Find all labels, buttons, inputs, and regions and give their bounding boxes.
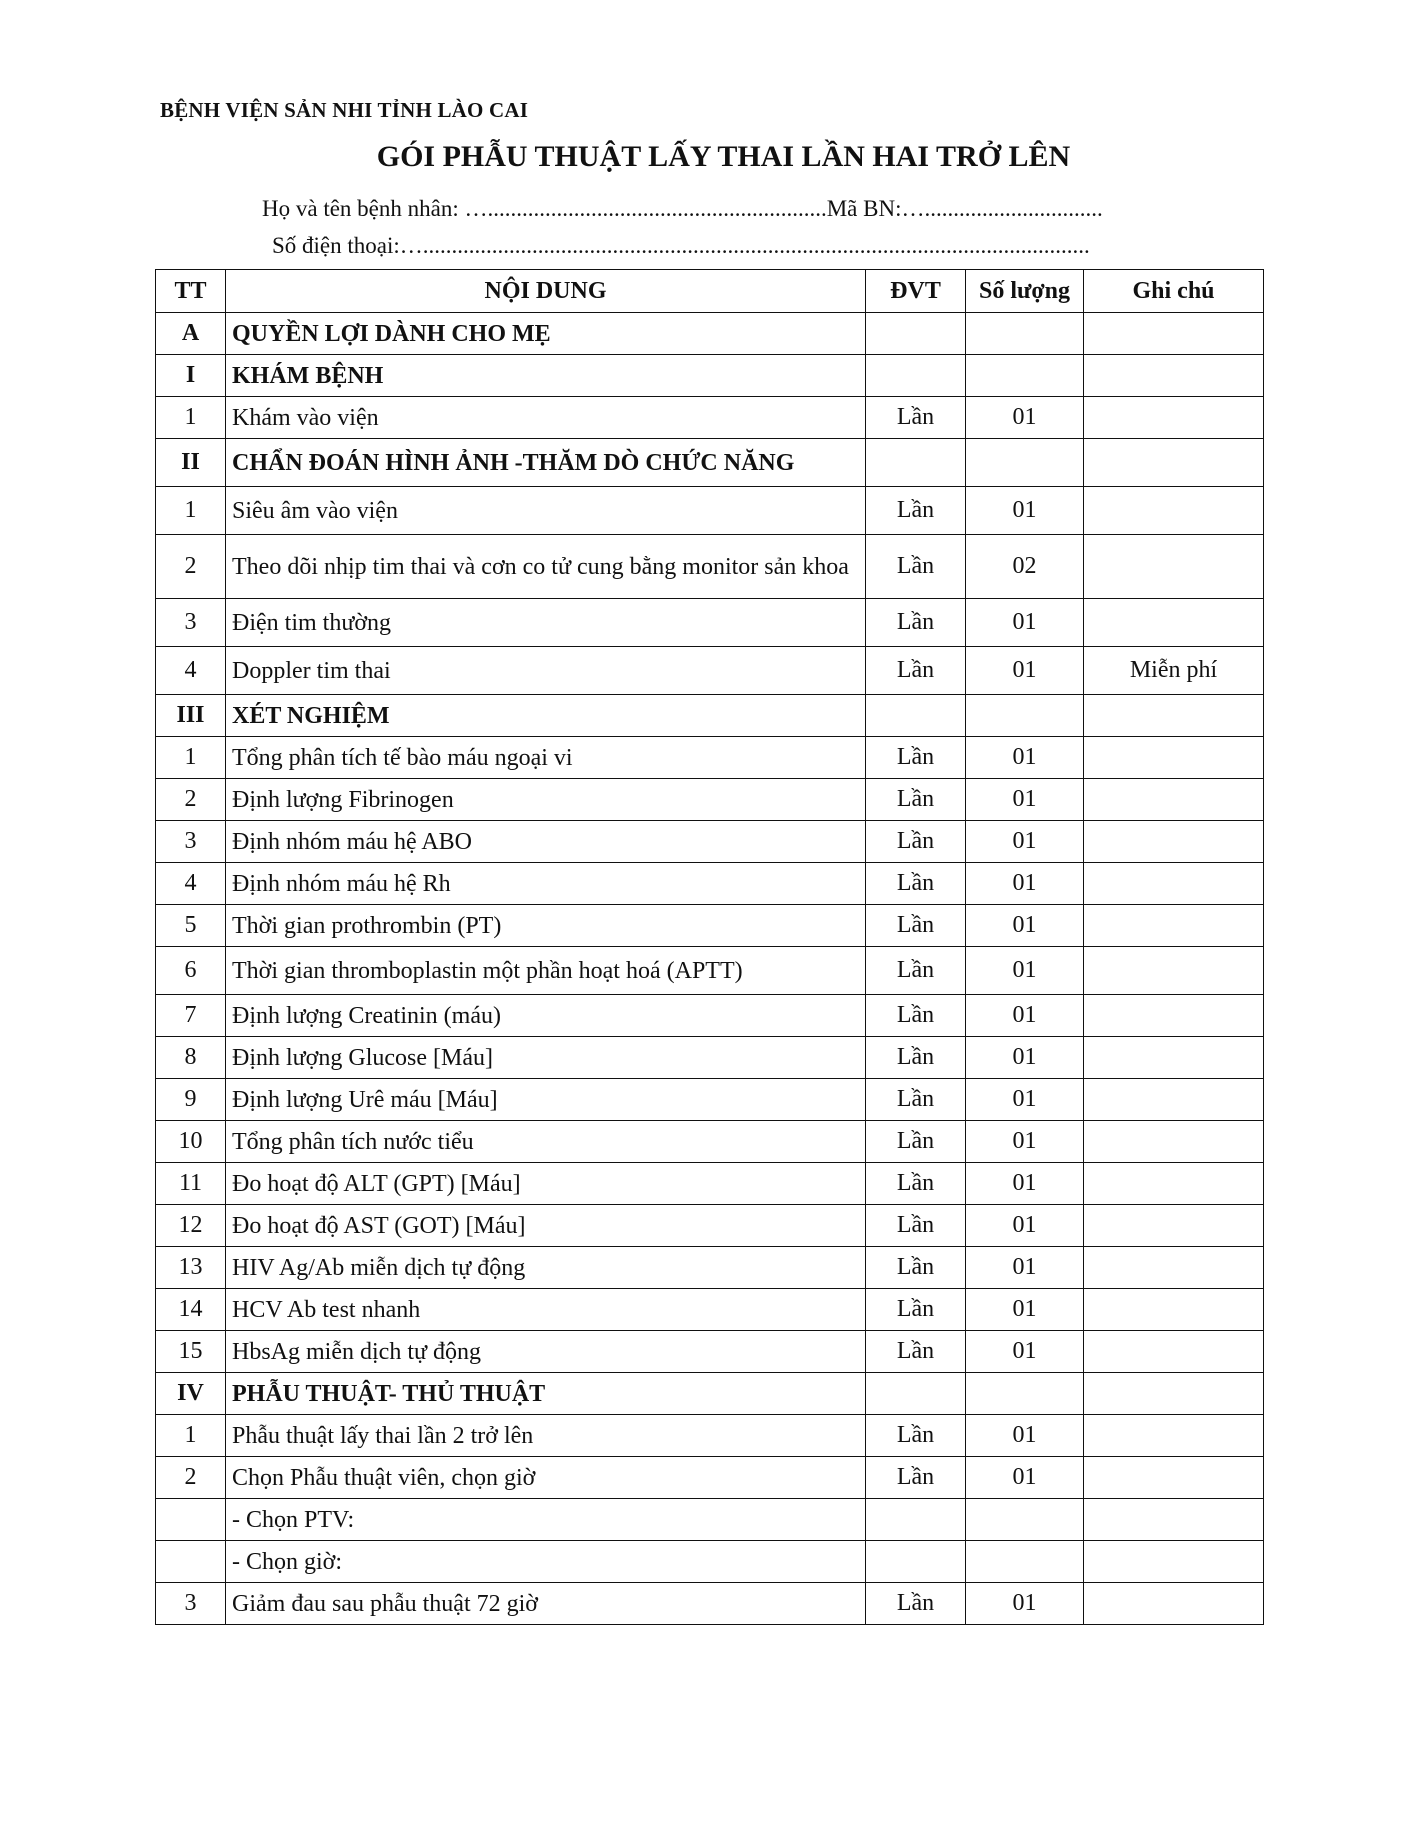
cell-qty: 01 (966, 1457, 1084, 1499)
table-row (156, 487, 1264, 535)
cell-content: Chọn Phẫu thuật viên, chọn giờ (226, 1457, 866, 1499)
patient-name-label: Họ và tên bệnh nhân: (262, 196, 459, 221)
cell-unit (866, 355, 966, 397)
table-row (156, 905, 1264, 947)
cell-qty: 01 (966, 1205, 1084, 1247)
cell-unit: Lần (866, 821, 966, 863)
cell-tt: 8 (156, 1037, 226, 1079)
cell-qty: 01 (966, 1121, 1084, 1163)
table-row (156, 1541, 1264, 1583)
cell-note (1084, 397, 1264, 439)
cell-qty: 01 (966, 995, 1084, 1037)
cell-content: Tổng phân tích tế bào máu ngoại vi (226, 737, 866, 779)
cell-unit: Lần (866, 1331, 966, 1373)
cell-unit: Lần (866, 1163, 966, 1205)
cell-content: Định lượng Fibrinogen (226, 779, 866, 821)
cell-qty (966, 695, 1084, 737)
cell-unit: Lần (866, 737, 966, 779)
cell-tt: 3 (156, 1583, 226, 1625)
cell-content: Đo hoạt độ AST (GOT) [Máu] (226, 1205, 866, 1247)
table-row (156, 599, 1264, 647)
cell-note (1084, 905, 1264, 947)
cell-note (1084, 487, 1264, 535)
cell-unit: Lần (866, 599, 966, 647)
cell-tt: 2 (156, 1457, 226, 1499)
cell-note (1084, 535, 1264, 599)
cell-qty: 01 (966, 737, 1084, 779)
cell-tt: 10 (156, 1121, 226, 1163)
cell-unit (866, 695, 966, 737)
header-tt: TT (156, 270, 226, 313)
cell-content: HIV Ag/Ab miễn dịch tự động (226, 1247, 866, 1289)
cell-unit: Lần (866, 1583, 966, 1625)
cell-note (1084, 947, 1264, 995)
cell-qty: 01 (966, 647, 1084, 695)
table-row (156, 737, 1264, 779)
patient-info-line (262, 196, 1103, 222)
cell-content: Đo hoạt độ ALT (GPT) [Máu] (226, 1163, 866, 1205)
cell-qty: 01 (966, 1079, 1084, 1121)
table-row (156, 1205, 1264, 1247)
header-qty: Số lượng (966, 270, 1084, 313)
cell-note (1084, 863, 1264, 905)
table-row (156, 779, 1264, 821)
cell-note (1084, 355, 1264, 397)
cell-content: Giảm đau sau phẫu thuật 72 giờ (226, 1583, 866, 1625)
cell-note (1084, 1037, 1264, 1079)
cell-unit: Lần (866, 1457, 966, 1499)
cell-note (1084, 821, 1264, 863)
cell-qty: 01 (966, 1247, 1084, 1289)
document-title: GÓI PHẪU THUẬT LẤY THAI LẦN HAI TRỞ LÊN (376, 140, 1071, 173)
cell-unit: Lần (866, 863, 966, 905)
cell-qty: 01 (966, 863, 1084, 905)
table-header-row (156, 270, 1264, 313)
cell-unit (866, 1373, 966, 1415)
cell-qty (966, 313, 1084, 355)
cell-qty: 01 (966, 1415, 1084, 1457)
phone-label: Số điện thoại: (272, 233, 400, 258)
header-note: Ghi chú (1084, 270, 1264, 313)
cell-note (1084, 737, 1264, 779)
table-row (156, 1079, 1264, 1121)
cell-content: Theo dõi nhịp tim thai và cơn co tử cung bằng monitor sản khoa (226, 535, 866, 599)
cell-content: Định lượng Glucose [Máu] (226, 1037, 866, 1079)
cell-unit: Lần (866, 1037, 966, 1079)
table-row (156, 1583, 1264, 1625)
table-row (156, 1289, 1264, 1331)
cell-tt: 13 (156, 1247, 226, 1289)
cell-qty (966, 1373, 1084, 1415)
cell-note (1084, 995, 1264, 1037)
cell-unit: Lần (866, 397, 966, 439)
phone-line (272, 233, 1090, 259)
cell-tt: 15 (156, 1331, 226, 1373)
cell-unit: Lần (866, 947, 966, 995)
cell-qty: 01 (966, 397, 1084, 439)
cell-content: Điện tim thường (226, 599, 866, 647)
cell-note (1084, 1541, 1264, 1583)
cell-content: XÉT NGHIỆM (226, 695, 866, 737)
cell-qty: 01 (966, 1289, 1084, 1331)
cell-content: Siêu âm vào viện (226, 487, 866, 535)
cell-tt: 7 (156, 995, 226, 1037)
cell-qty: 01 (966, 905, 1084, 947)
cell-tt: 1 (156, 487, 226, 535)
table-row (156, 1121, 1264, 1163)
cell-note: Miễn phí (1084, 647, 1264, 695)
cell-tt (156, 1541, 226, 1583)
cell-qty: 01 (966, 1331, 1084, 1373)
cell-unit: Lần (866, 779, 966, 821)
cell-qty (966, 1499, 1084, 1541)
cell-content: HbsAg miễn dịch tự động (226, 1331, 866, 1373)
table-row (156, 1415, 1264, 1457)
cell-content: Định lượng Urê máu [Máu] (226, 1079, 866, 1121)
cell-tt: IV (156, 1373, 226, 1415)
cell-content: Khám vào viện (226, 397, 866, 439)
cell-unit (866, 439, 966, 487)
table-row (156, 1163, 1264, 1205)
cell-note (1084, 1331, 1264, 1373)
table-row (156, 863, 1264, 905)
table-row (156, 995, 1264, 1037)
cell-note (1084, 1121, 1264, 1163)
cell-content: Thời gian prothrombin (PT) (226, 905, 866, 947)
cell-tt: 1 (156, 737, 226, 779)
cell-content: PHẪU THUẬT- THỦ THUẬT (226, 1373, 866, 1415)
cell-tt: 4 (156, 863, 226, 905)
cell-qty: 01 (966, 1583, 1084, 1625)
cell-note (1084, 313, 1264, 355)
cell-tt: III (156, 695, 226, 737)
cell-unit (866, 1541, 966, 1583)
cell-content: - Chọn PTV: (226, 1499, 866, 1541)
cell-tt: 2 (156, 535, 226, 599)
table-row (156, 947, 1264, 995)
cell-tt: 1 (156, 397, 226, 439)
cell-content: Định lượng Creatinin (máu) (226, 995, 866, 1037)
cell-content: CHẨN ĐOÁN HÌNH ẢNH -THĂM DÒ CHỨC NĂNG (226, 439, 866, 487)
cell-tt: 4 (156, 647, 226, 695)
cell-note (1084, 599, 1264, 647)
cell-qty (966, 1541, 1084, 1583)
patient-name-field[interactable]: …........................................................... (464, 196, 827, 221)
cell-content: Định nhóm máu hệ Rh (226, 863, 866, 905)
cell-note (1084, 439, 1264, 487)
patient-id-label: Mã BN: (826, 196, 902, 221)
table-row (156, 821, 1264, 863)
cell-tt: 6 (156, 947, 226, 995)
table-row (156, 1499, 1264, 1541)
cell-unit: Lần (866, 1415, 966, 1457)
table-body (156, 313, 1264, 1625)
cell-qty: 02 (966, 535, 1084, 599)
patient-id-field[interactable]: …............................... (901, 196, 1103, 221)
cell-unit: Lần (866, 535, 966, 599)
table-row (156, 1331, 1264, 1373)
cell-qty: 01 (966, 821, 1084, 863)
cell-content: HCV Ab test nhanh (226, 1289, 866, 1331)
service-table (155, 269, 1264, 1625)
cell-note (1084, 1205, 1264, 1247)
cell-note (1084, 1583, 1264, 1625)
cell-unit: Lần (866, 1121, 966, 1163)
cell-content: Phẫu thuật lấy thai lần 2 trở lên (226, 1415, 866, 1457)
cell-tt: 3 (156, 821, 226, 863)
cell-tt: 12 (156, 1205, 226, 1247)
cell-tt: 9 (156, 1079, 226, 1121)
section-row (156, 695, 1264, 737)
hospital-name: BỆNH VIỆN SẢN NHI TỈNH LÀO CAI (160, 98, 529, 122)
cell-content: KHÁM BỆNH (226, 355, 866, 397)
cell-unit: Lần (866, 995, 966, 1037)
cell-note (1084, 1163, 1264, 1205)
cell-tt: 1 (156, 1415, 226, 1457)
cell-tt: 14 (156, 1289, 226, 1331)
cell-qty: 01 (966, 1037, 1084, 1079)
cell-note (1084, 1247, 1264, 1289)
cell-qty: 01 (966, 487, 1084, 535)
cell-note (1084, 1457, 1264, 1499)
cell-unit: Lần (866, 647, 966, 695)
cell-qty: 01 (966, 1163, 1084, 1205)
cell-tt (156, 1499, 226, 1541)
cell-tt: 3 (156, 599, 226, 647)
section-row (156, 439, 1264, 487)
table-row (156, 1037, 1264, 1079)
cell-unit: Lần (866, 905, 966, 947)
cell-unit: Lần (866, 1205, 966, 1247)
cell-content: - Chọn giờ: (226, 1541, 866, 1583)
section-row (156, 355, 1264, 397)
header-unit: ĐVT (866, 270, 966, 313)
cell-tt: 5 (156, 905, 226, 947)
header-content: NỘI DUNG (226, 270, 866, 313)
cell-content: Tổng phân tích nước tiểu (226, 1121, 866, 1163)
cell-content: Thời gian thromboplastin một phần hoạt hoá (APTT) (226, 947, 866, 995)
table-row (156, 397, 1264, 439)
cell-qty: 01 (966, 779, 1084, 821)
cell-note (1084, 695, 1264, 737)
table-row (156, 1247, 1264, 1289)
phone-field[interactable]: ….................................................................................................................... (399, 233, 1090, 258)
cell-unit: Lần (866, 1079, 966, 1121)
cell-content: Doppler tim thai (226, 647, 866, 695)
cell-qty: 01 (966, 947, 1084, 995)
cell-note (1084, 1373, 1264, 1415)
cell-qty (966, 439, 1084, 487)
cell-note (1084, 779, 1264, 821)
cell-tt: A (156, 313, 226, 355)
cell-unit (866, 1499, 966, 1541)
cell-note (1084, 1499, 1264, 1541)
cell-note (1084, 1415, 1264, 1457)
cell-content: QUYỀN LỢI DÀNH CHO MẸ (226, 313, 866, 355)
table-row (156, 647, 1264, 695)
cell-tt: I (156, 355, 226, 397)
table-row (156, 535, 1264, 599)
cell-unit (866, 313, 966, 355)
cell-qty (966, 355, 1084, 397)
section-row (156, 313, 1264, 355)
cell-qty: 01 (966, 599, 1084, 647)
table-row (156, 1457, 1264, 1499)
cell-content: Định nhóm máu hệ ABO (226, 821, 866, 863)
cell-tt: 2 (156, 779, 226, 821)
cell-note (1084, 1289, 1264, 1331)
cell-unit: Lần (866, 487, 966, 535)
cell-unit: Lần (866, 1289, 966, 1331)
cell-tt: 11 (156, 1163, 226, 1205)
cell-tt: II (156, 439, 226, 487)
section-row (156, 1373, 1264, 1415)
cell-note (1084, 1079, 1264, 1121)
cell-unit: Lần (866, 1247, 966, 1289)
